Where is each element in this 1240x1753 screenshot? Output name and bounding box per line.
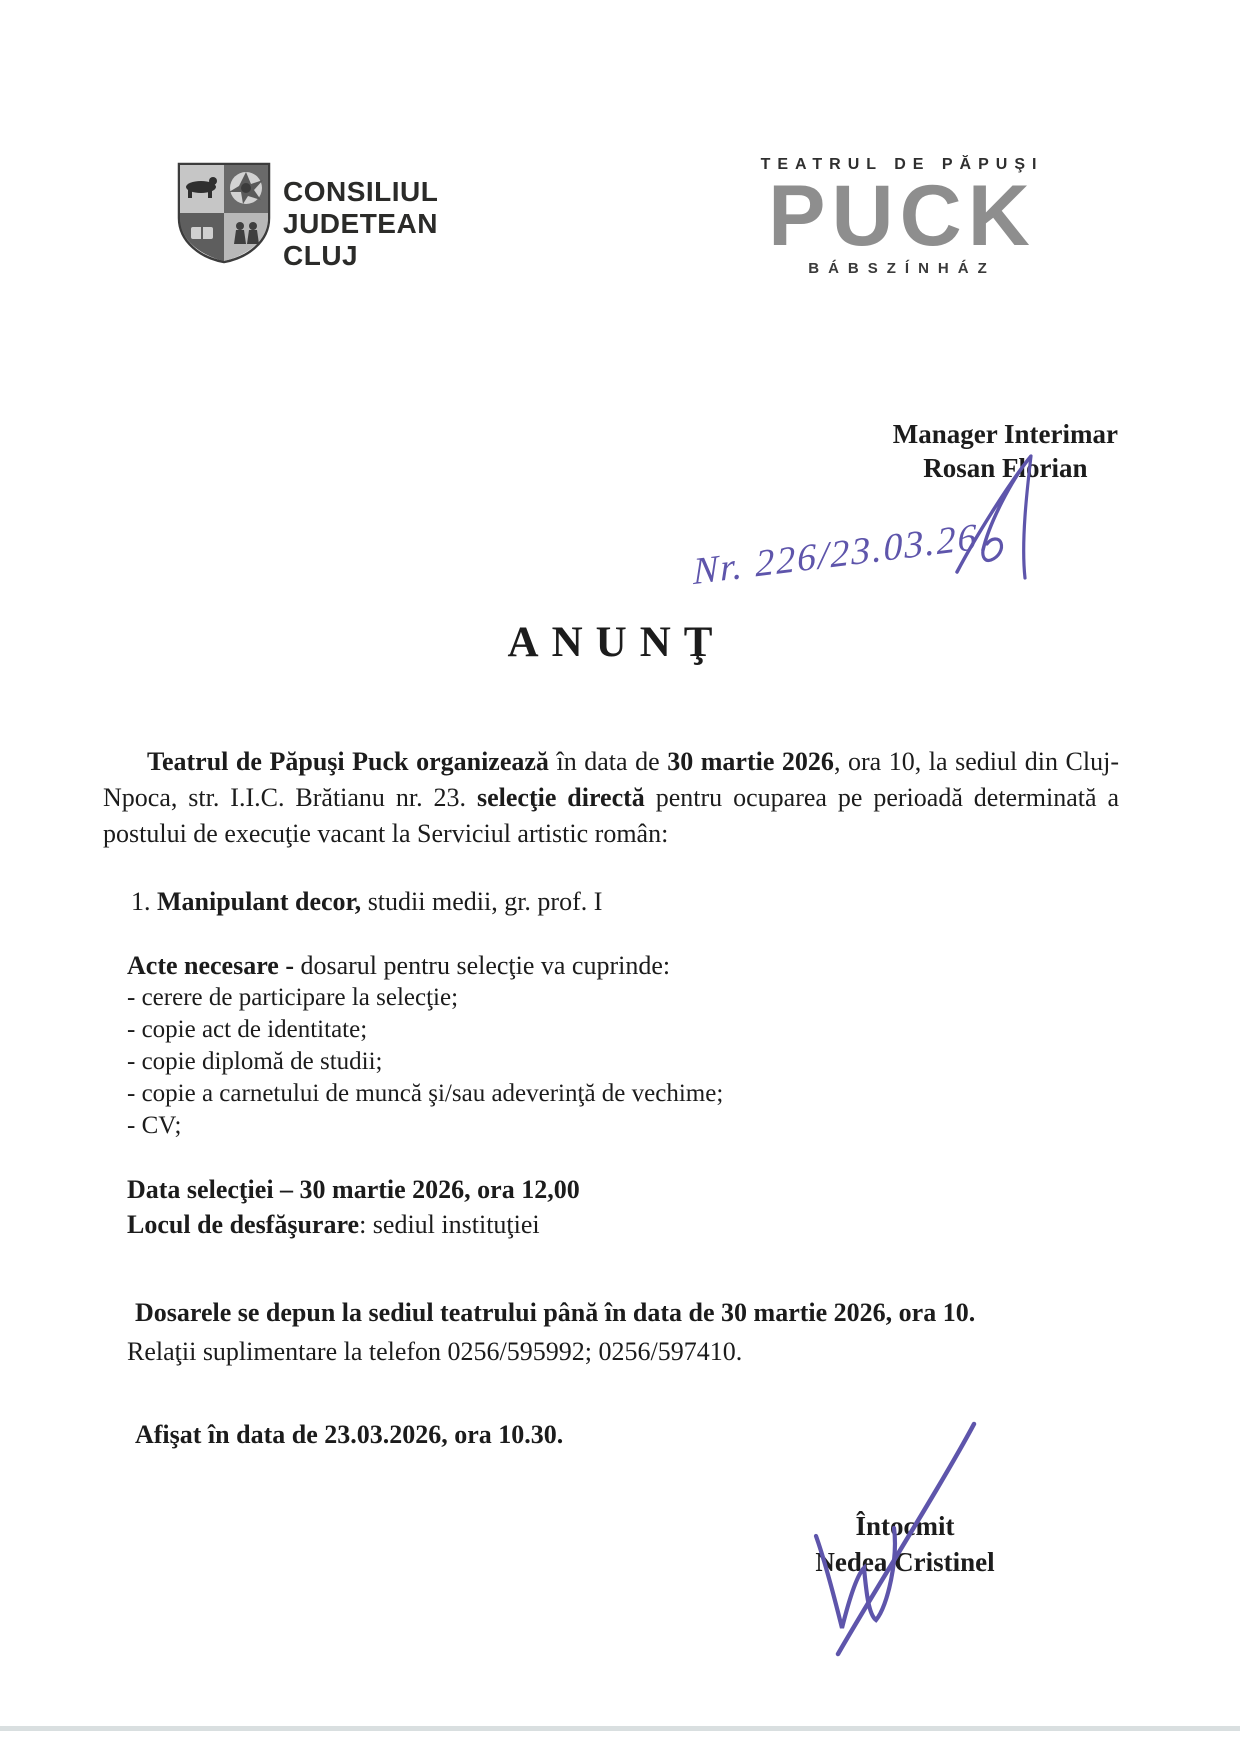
intro-text-3: pentru ocuparea pe perioadă determinată a postului de execuţie vacant la Serviciul artistic român: [103,783,1119,848]
council-logo-line3: CLUJ [283,240,359,271]
position-item [131,884,602,920]
posted-line: Afişat în data de 23.03.2026, ora 10.30. [135,1420,564,1449]
required-documents-heading [127,948,670,984]
approval-name: Rosan Florian [923,453,1088,483]
prepared-by-title: Întocmit [855,1511,955,1541]
intro-bold-date: 30 martie 2026 [667,747,834,776]
position-details: studii medii, gr. prof. I [361,887,603,916]
council-coat-of-arms-icon [175,160,273,266]
theatre-logo [752,156,1052,277]
council-logo-line2: JUDETEAN [283,208,438,239]
selection-date-line: Data selecţiei – 30 martie 2026, ora 12,00 [127,1175,580,1204]
council-logo-text [283,160,438,272]
intro-text-1: în data de [548,747,668,776]
intro-text-2: , ora 10, la sediul din Cluj-Npoca, str. I.I.C. Brătianu nr. 23. [103,747,1119,812]
required-document-item: - copie diplomă de studii; [127,1048,383,1075]
intro-bold-organizer: Teatrul de Păpuşi Puck organizează [147,747,549,776]
required-document-item: - copie a carnetului de muncă şi/sau adeverinţă de vechime; [127,1080,724,1107]
selection-location-rest: : sediul instituţiei [359,1210,540,1239]
position-number: 1. [131,887,151,916]
theatre-logo-tagline-bottom: BÁBSZÍNHÁZ [808,260,996,277]
required-documents-heading-rest: dosarul pentru selecţie va cuprinde: [293,951,671,980]
intro-bold-selection: selecţie directă [476,783,645,812]
approval-title: Manager Interimar [892,419,1118,449]
position-title: Manipulant decor, [157,887,362,916]
announcement-title: ANUNŢ [507,619,726,666]
scan-edge-line [0,1726,1240,1731]
required-documents-heading-bold: Acte necesare - [127,951,294,980]
phone-line: Relaţii suplimentare la telefon 0256/595992; 0256/597410. [127,1337,743,1366]
required-document-item: - CV; [127,1112,182,1139]
selection-location-line [127,1207,540,1243]
council-logo [175,160,505,272]
intro-paragraph [103,744,1119,852]
required-document-item: - cerere de participare la selecţie; [127,984,459,1011]
required-document-item: - copie act de identitate; [127,1016,368,1043]
preparer-signature [808,1418,988,1658]
theatre-logo-name: PUCK [768,168,1036,264]
prepared-by-name: Nedea Cristinel [815,1547,995,1577]
required-documents-list [127,982,723,1142]
registration-number-handwritten: Nr. 226/23.03.26 [692,515,979,594]
council-logo-line1: CONSILIUL [283,176,439,207]
submission-deadline: Dosarele se depun la sediul teatrului până în data de 30 martie 2026, ora 10. [135,1298,976,1327]
theatre-logo-tagline-top: TEATRUL DE PĂPUŞI [760,156,1044,173]
selection-location-bold: Locul de desfăşurare [127,1210,360,1239]
